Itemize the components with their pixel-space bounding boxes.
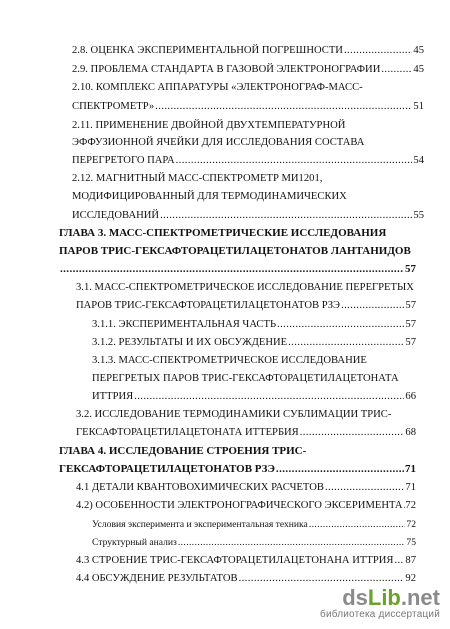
toc-entry[interactable] xyxy=(76,408,391,421)
chapter-heading[interactable] xyxy=(59,463,416,476)
toc-entry[interactable] xyxy=(92,518,416,531)
toc-entry-page: 54 xyxy=(413,155,424,166)
watermark xyxy=(320,587,440,621)
toc-entry[interactable] xyxy=(76,281,414,294)
toc-entry-page: 45 xyxy=(413,64,424,75)
toc-entry[interactable] xyxy=(76,572,416,585)
toc-entry[interactable] xyxy=(76,499,416,512)
dot-leader xyxy=(178,536,406,549)
toc-entry[interactable] xyxy=(72,44,424,57)
dot-leader xyxy=(381,63,412,76)
dot-leader xyxy=(300,426,405,439)
toc-entry-text: МОДИФИЦИРОВАННЫЙ ДЛЯ ТЕРМОДИНАМИЧЕСКИХ xyxy=(72,191,347,202)
toc-entry-text: 2.12. МАГНИТНЫЙ МАСС-СПЕКТРОМЕТР МИ1201, xyxy=(72,173,323,184)
toc-entry[interactable] xyxy=(76,299,416,312)
chapter-heading[interactable] xyxy=(59,245,411,258)
dot-leader xyxy=(404,499,405,512)
toc-entry-page: 72 xyxy=(405,500,416,511)
dot-leader xyxy=(276,463,404,476)
toc-entry-text: СПЕКТРОМЕТР» xyxy=(72,101,155,112)
toc-entry-text: ПЕРЕГРЕТЫХ ПАРОВ ТРИС-ГЕКСАФТОРАЦЕТИЛАЦЕТОНАТА xyxy=(92,373,399,384)
toc-entry[interactable] xyxy=(92,354,367,367)
watermark-subtitle: библиотека диссертаций xyxy=(320,609,440,620)
toc-entry-page: 45 xyxy=(413,45,424,56)
toc-entry[interactable] xyxy=(72,119,345,132)
chapter-heading[interactable] xyxy=(59,263,416,276)
toc-entry-page: 55 xyxy=(413,210,424,221)
toc-entry-text: 2.8. ОЦЕНКА ЭКСПЕРИМЕНТАЛЬНОЙ ПОГРЕШНОСТИ xyxy=(72,45,343,56)
toc-entry[interactable] xyxy=(72,81,363,94)
toc-entry-page: 71 xyxy=(405,482,416,493)
toc-entry[interactable] xyxy=(76,426,416,439)
toc-entry[interactable] xyxy=(72,172,322,185)
dot-leader xyxy=(160,209,412,222)
toc-entry-text: 2.11. ПРИМЕНЕНИЕ ДВОЙНОЙ ДВУХТЕМПЕРАТУРНОЙ xyxy=(72,120,346,131)
dot-leader xyxy=(288,336,404,349)
toc-entry-text: 2.9. ПРОБЛЕМА СТАНДАРТА В ГАЗОВОЙ ЭЛЕКТРОНОГРАФИИ xyxy=(72,64,381,75)
toc-entry[interactable] xyxy=(92,372,399,385)
dot-leader xyxy=(394,554,404,567)
dot-leader xyxy=(344,44,412,57)
toc-entry-text: ГЛАВА 4. ИССЛЕДОВАНИЕ СТРОЕНИЯ ТРИС- xyxy=(59,445,307,457)
toc-entry[interactable] xyxy=(72,63,424,76)
toc-entry[interactable] xyxy=(72,136,364,149)
toc-entry[interactable] xyxy=(76,481,416,494)
toc-entry-text: ПАРОВ ТРИС-ГЕКСАФТОРАЦЕТИЛАЦЕТОНАТОВ ЛАНТАНИДОВ xyxy=(59,245,411,257)
toc-entry-text: ИССЛЕДОВАНИЙ xyxy=(72,210,160,221)
toc-entry-text: ГЕКСАФТОРАЦЕТИЛАЦЕТОНАТА ИТТЕРБИЯ xyxy=(76,427,299,438)
toc-entry-page: 71 xyxy=(405,463,416,475)
dot-leader xyxy=(239,572,405,585)
toc-entry-text: 3.1.2. РЕЗУЛЬТАТЫ И ИХ ОБСУЖДЕНИЕ xyxy=(92,337,288,348)
toc-entry-text: ИТТРИЯ xyxy=(92,391,134,402)
toc-entry-page: 51 xyxy=(413,101,424,112)
toc-entry-text: ПЕРЕГРЕТОГО ПАРА xyxy=(72,155,175,166)
dot-leader xyxy=(341,299,404,312)
toc-entry[interactable] xyxy=(92,318,416,331)
toc-entry[interactable] xyxy=(92,390,416,403)
toc-entry-text: Структурный анализ xyxy=(92,537,177,548)
toc-entry[interactable] xyxy=(92,336,416,349)
watermark-logo: dsLib.net xyxy=(342,585,440,610)
toc-entry-text: 4.2) ОСОБЕННОСТИ ЭЛЕКТРОНОГРАФИЧЕСКОГО ЭКСЕРИМЕНТА xyxy=(76,500,403,511)
dot-leader xyxy=(309,518,406,531)
dot-leader xyxy=(277,318,404,331)
toc-entry-page: 75 xyxy=(406,537,416,548)
toc-entry-page: 57 xyxy=(405,300,416,311)
chapter-heading[interactable] xyxy=(59,445,306,458)
toc-entry[interactable] xyxy=(72,100,424,113)
dot-leader xyxy=(134,390,404,403)
toc-entry-text: ГЛАВА 3. МАСС-СПЕКТРОМЕТРИЧЕСКИЕ ИССЛЕДОВАНИЯ xyxy=(59,227,387,239)
toc-entry[interactable] xyxy=(72,209,424,222)
toc-entry-text: 3.1. МАСС-СПЕКТРОМЕТРИЧЕСКОЕ ИССЛЕДОВАНИЕ ПЕРЕГРЕТЫХ xyxy=(76,282,414,293)
toc-entry-page: 66 xyxy=(405,391,416,402)
toc-entry-page: 57 xyxy=(405,319,416,330)
toc-entry-text: 3.1.1. ЭКСПЕРИМЕНТАЛЬНАЯ ЧАСТЬ xyxy=(92,319,277,330)
toc-entry-page: 68 xyxy=(405,427,416,438)
toc-entry-text: 3.1.3. МАСС-СПЕКТРОМЕТРИЧЕСКОЕ ИССЛЕДОВАНИЕ xyxy=(92,355,367,366)
toc-entry-text: ГЕКСАФТОРАЦЕТИЛАЦЕТОНАТОВ РЗЭ xyxy=(59,463,275,475)
chapter-heading[interactable] xyxy=(59,227,386,240)
toc-entry-text: ПАРОВ ТРИС-ГЕКСАФТОРАЦЕТИЛАЦЕТОНАТОВ РЗЭ xyxy=(76,300,341,311)
toc-entry-text: 4.4 ОБСУЖДЕНИЕ РЕЗУЛЬТАТОВ xyxy=(76,573,238,584)
toc-entry-page: 87 xyxy=(405,555,416,566)
toc-entry-text: 4.1 ДЕТАЛИ КВАНТОВОХИМИЧЕСКИХ РАСЧЕТОВ xyxy=(76,482,324,493)
toc-entry-page: 72 xyxy=(406,519,416,530)
toc-entry-text: ЭФФУЗИОННОЙ ЯЧЕЙКИ ДЛЯ ИССЛЕДОВАНИЯ СОСТАВА xyxy=(72,137,365,148)
toc-entry[interactable] xyxy=(92,536,416,549)
dot-leader xyxy=(155,100,412,113)
toc-entry-text: 2.10. КОМПЛЕКС АППАРАТУРЫ «ЭЛЕКТРОНОГРАФ-МАСС- xyxy=(72,82,363,93)
toc-entry-text: 4.3 СТРОЕНИЕ ТРИС-ГЕКСАФТОРАЦЕТИЛАЦЕТОНАНА ИТТРИЯ xyxy=(76,555,394,566)
toc-entry[interactable] xyxy=(76,554,416,567)
dot-leader xyxy=(176,154,413,167)
toc-entry-text: Условия эксперимента и экспериментальная техника xyxy=(92,519,308,530)
toc-entry[interactable] xyxy=(72,154,424,167)
toc-entry-text: 3.2. ИССЛЕДОВАНИЕ ТЕРМОДИНАМИКИ СУБЛИМАЦИИ ТРИС- xyxy=(76,409,392,420)
toc-entry-page: 57 xyxy=(405,337,416,348)
dot-leader xyxy=(60,263,404,276)
toc-entry[interactable] xyxy=(72,190,347,203)
toc-entry-page: 92 xyxy=(405,573,416,584)
toc-entry-page: 57 xyxy=(405,263,416,275)
dot-leader xyxy=(325,481,404,494)
